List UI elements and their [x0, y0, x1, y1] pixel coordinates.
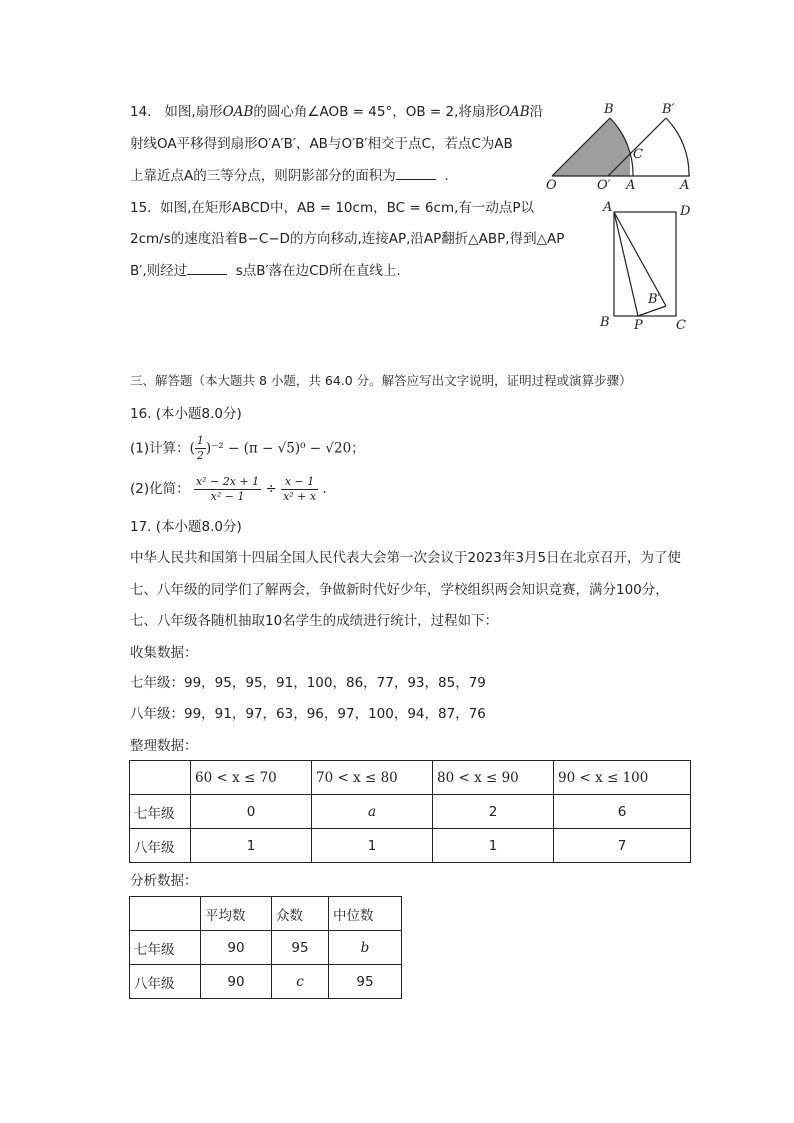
table-cell: b	[329, 931, 402, 965]
q16-part-2-end: .	[322, 481, 327, 497]
table-cell: 1	[191, 829, 312, 863]
table-header-cell: 70 < x ≤ 80	[312, 761, 433, 795]
q15-number: 15.	[130, 200, 152, 216]
table-cell: 2	[433, 795, 554, 829]
q14-number: 14.	[130, 104, 152, 120]
q15-label-d: D	[680, 204, 691, 219]
table-header-cell: 60 < x ≤ 70	[191, 761, 312, 795]
q15-text-3a: B′,则经过	[130, 263, 188, 279]
table-row	[130, 965, 402, 999]
table-row-label: 七年级	[130, 931, 201, 965]
table-header-cell: 90 < x ≤ 100	[554, 761, 691, 795]
q17-collect-label: 收集数据：	[130, 645, 198, 661]
q15-text-3b: s点B′落在边CD所在直线上.	[235, 263, 401, 279]
q16-divide-sign: ÷	[265, 481, 277, 497]
q16-part-1-expr: )⁻² − (π − √5)⁰ − √20；	[205, 440, 365, 457]
q15-line-ap	[614, 212, 638, 316]
q14-label-b: B	[604, 102, 614, 117]
q15-label-a: A	[603, 200, 613, 215]
table-cell: 6	[554, 795, 691, 829]
table-cell: 1	[312, 829, 433, 863]
q15-answer-blank	[187, 260, 227, 275]
table-cell: 90	[201, 931, 272, 965]
table-row	[130, 829, 691, 863]
q14-text-1c: 沿	[529, 104, 544, 120]
q14-label-b-prime: B′	[662, 102, 675, 117]
q14-text-1b: 的圆心角∠AOB = 45°，OB = 2,将扇形	[253, 104, 499, 120]
q15-label-c: C	[676, 318, 686, 333]
q16-part-2	[130, 474, 327, 504]
q14-arc-a2b2	[666, 118, 689, 176]
q14-answer-blank	[396, 165, 436, 180]
q14-label-a-prime: A	[680, 178, 690, 192]
table-header-cell	[130, 761, 191, 795]
q16-half-den: 2	[196, 449, 204, 462]
table-row-label: 八年级	[130, 829, 191, 863]
q14-text-1a: 如图,扇形	[164, 104, 223, 120]
q15-label-b: B	[600, 315, 610, 330]
q14-shaded-region	[552, 118, 630, 176]
q14-text-3a: 上靠近点A的三等分点，则阴影部分的面积为	[130, 168, 396, 184]
q15-figure	[594, 198, 704, 336]
q14-label-c: C	[633, 147, 643, 162]
table-row	[130, 761, 691, 795]
q16-fraction-2	[281, 475, 318, 504]
q16-f1-den: x² − 1	[210, 489, 245, 503]
table-row-label: 八年级	[130, 965, 201, 999]
q17-grade7-data: 七年级：99，95，95，91，100，86，77，93，85，79	[130, 675, 486, 691]
q16-fraction-1	[194, 475, 261, 504]
table-row	[130, 897, 402, 931]
q14-figure	[540, 100, 700, 192]
table-row-label: 七年级	[130, 795, 191, 829]
q15-line-1	[130, 198, 534, 218]
q15-text-1: 如图,在矩形ABCD中，AB = 10cm，BC = 6cm,有一动点P以	[160, 200, 535, 216]
table-row	[130, 795, 691, 829]
q14-line-3	[130, 165, 449, 186]
q16-fraction-half	[195, 434, 206, 463]
q16-f2-num: x − 1	[281, 475, 318, 490]
table-header-cell: 中位数	[329, 897, 402, 931]
q16-f1-num: x² − 2x + 1	[195, 474, 260, 488]
table-cell: a	[312, 795, 433, 829]
q17-grade8-data: 八年级：99，91，97，63，96，97，100，94，87，76	[130, 706, 486, 722]
q17-paragraph-3: 七、八年级各随机抽取10名学生的成绩进行统计，过程如下：	[130, 613, 499, 629]
table-header-cell: 80 < x ≤ 90	[433, 761, 554, 795]
q15-label-b-prime: B′	[648, 292, 661, 307]
q15-line-2: 2cm/s的速度沿着B−C−D的方向移动,连接AP,沿AP翻折△ABP,得到△AP	[130, 231, 565, 247]
table-header-cell: 众数	[272, 897, 329, 931]
q15-line-3	[130, 260, 401, 281]
q17-frequency-table	[129, 760, 691, 863]
table-cell: 90	[201, 965, 272, 999]
q17-paragraph-2: 七、八年级的同学们了解两会，争做新时代好少年，学校组织两会知识竞赛，满分100分，	[130, 582, 669, 598]
table-cell: 95	[329, 965, 402, 999]
table-row	[130, 931, 402, 965]
table-cell: 95	[272, 931, 329, 965]
table-cell: 1	[433, 829, 554, 863]
q16-f2-den: x² + x	[283, 489, 317, 503]
table-header-cell	[130, 897, 201, 931]
table-cell: 0	[191, 795, 312, 829]
q17-analysis-table	[129, 896, 402, 999]
q14-label-o: O	[546, 178, 557, 192]
q15-line-pb-prime	[638, 306, 666, 316]
q17-paragraph-1: 中华人民共和国第十四届全国人民代表大会第一次会议于2023年3月5日在北京召开，为了使	[130, 550, 682, 566]
q16-part-1-label: (1)计算：	[130, 440, 190, 457]
q14-label-a: A	[626, 178, 636, 192]
q17-title: 17. (本小题8.0分)	[130, 519, 242, 535]
q16-part-2-label: (2)化简：	[130, 481, 190, 497]
section-3-header: 三、解答题（本大题共 8 小题，共 64.0 分。解答应写出文字说明，证明过程或演算步骤）	[130, 373, 632, 388]
q16-half-num: 1	[196, 434, 204, 447]
table-cell: c	[272, 965, 329, 999]
q15-label-p: P	[634, 318, 643, 333]
q16-part-1: (1)计算：( $\frac{1}{2}$ )⁻² − (π − √5)⁰ − √20；	[130, 434, 365, 462]
table-header-cell: 平均数	[201, 897, 272, 931]
q14-line-2: 射线OA平移得到扇形O′A′B′，AB与O′B′相交于点C，若点C为AB	[130, 136, 513, 152]
q16-title: 16. (本小题8.0分)	[130, 406, 242, 422]
q17-analyze-label: 分析数据：	[130, 873, 198, 889]
q14-label-o-prime: O′	[597, 178, 611, 192]
q14-text-3b: .	[444, 168, 449, 184]
table-cell: 7	[554, 829, 691, 863]
q17-organize-label: 整理数据：	[130, 738, 198, 754]
q14-line-1: 14. 如图,扇形OAB的圆心角∠AOB = 45°，OB = 2,将扇形OAB沿	[130, 104, 544, 120]
